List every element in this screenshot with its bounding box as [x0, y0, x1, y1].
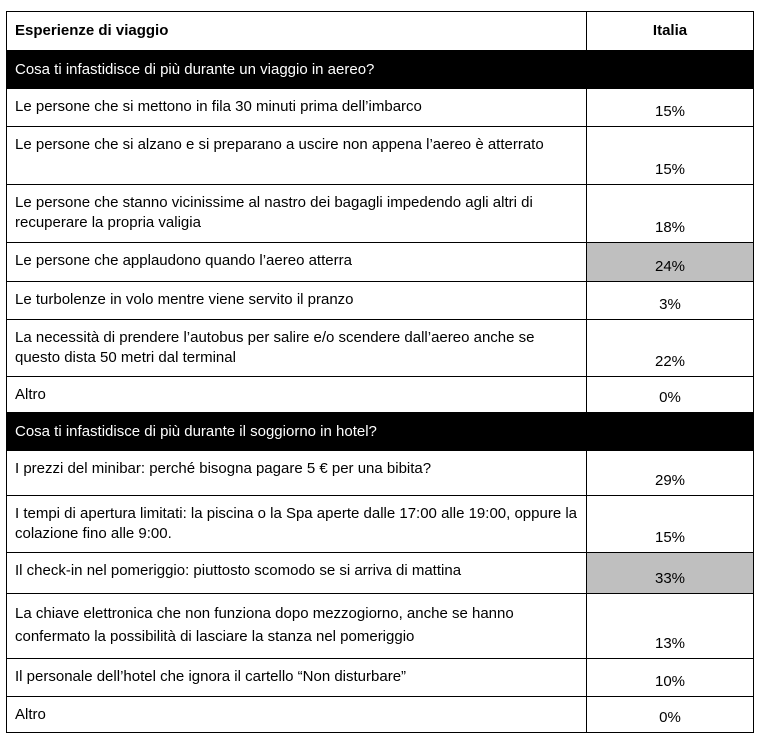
- section-title: Cosa ti infastidisce di più durante il soggiorno in hotel?: [7, 413, 754, 451]
- table-row: [7, 243, 754, 282]
- row-value: 0%: [587, 377, 754, 413]
- row-value-highlighted: 33%: [587, 553, 754, 594]
- row-value: 13%: [587, 594, 754, 659]
- row-question: I tempi di apertura limitati: la piscina o la Spa aperte dalle 17:00 alle 19:00, oppure la colazione fino alle 9:00.: [7, 496, 587, 553]
- table-row: [7, 496, 754, 553]
- row-question: Altro: [7, 377, 587, 413]
- row-question: Il check-in nel pomeriggio: piuttosto scomodo se si arriva di mattina: [7, 553, 587, 594]
- table-row: [7, 451, 754, 496]
- row-question: Le persone che stanno vicinissime al nastro dei bagagli impedendo agli altri di recuperare la propria valigia: [7, 185, 587, 243]
- header-title: Esperienze di viaggio: [7, 12, 587, 51]
- row-question: Altro: [7, 697, 587, 733]
- table-header-row: [7, 12, 754, 51]
- row-question: Il personale dell’hotel che ignora il cartello “Non disturbare”: [7, 659, 587, 697]
- row-value: 15%: [587, 89, 754, 127]
- table-row: [7, 697, 754, 733]
- table-row: [7, 89, 754, 127]
- section-title: Cosa ti infastidisce di più durante un viaggio in aereo?: [7, 51, 754, 89]
- survey-table: [6, 11, 754, 733]
- table-row: [7, 320, 754, 377]
- header-column-italia: Italia: [587, 12, 754, 51]
- row-question: Le persone che applaudono quando l’aereo atterra: [7, 243, 587, 282]
- row-value: 22%: [587, 320, 754, 377]
- section-header-flight: [7, 51, 754, 89]
- row-question: La chiave elettronica che non funziona dopo mezzogiorno, anche se hanno confermato la possibilità di lasciare la stanza nel pomeriggio: [7, 594, 587, 659]
- table-row: [7, 127, 754, 185]
- row-value: 18%: [587, 185, 754, 243]
- section-header-hotel: [7, 413, 754, 451]
- row-value: 3%: [587, 282, 754, 320]
- table-row: [7, 282, 754, 320]
- table-row: [7, 659, 754, 697]
- row-value: 10%: [587, 659, 754, 697]
- row-value: 29%: [587, 451, 754, 496]
- table-row: [7, 185, 754, 243]
- row-value-highlighted: 24%: [587, 243, 754, 282]
- table-row: [7, 594, 754, 659]
- row-question: Le persone che si alzano e si preparano a uscire non appena l’aereo è atterrato: [7, 127, 587, 185]
- row-value: 15%: [587, 496, 754, 553]
- row-question: I prezzi del minibar: perché bisogna pagare 5 € per una bibita?: [7, 451, 587, 496]
- table-row: [7, 553, 754, 594]
- row-question: Le persone che si mettono in fila 30 minuti prima dell’imbarco: [7, 89, 587, 127]
- table-row: [7, 377, 754, 413]
- row-value: 0%: [587, 697, 754, 733]
- row-question: La necessità di prendere l’autobus per salire e/o scendere dall’aereo anche se questo dista 50 metri dal terminal: [7, 320, 587, 377]
- row-question: Le turbolenze in volo mentre viene servito il pranzo: [7, 282, 587, 320]
- row-value: 15%: [587, 127, 754, 185]
